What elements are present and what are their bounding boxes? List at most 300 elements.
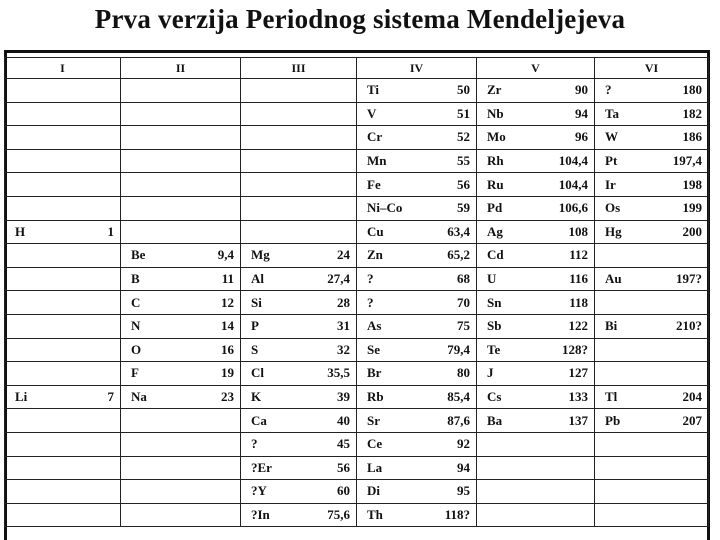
table-cell [241, 173, 357, 197]
atomic-weight: 65,2 [447, 247, 470, 263]
table-cell [477, 220, 595, 244]
element-entry [477, 365, 594, 381]
element-entry [357, 413, 476, 429]
table-cell [241, 314, 357, 338]
element-symbol: J [487, 365, 494, 381]
element-symbol: C [131, 294, 141, 310]
table-cell [121, 196, 241, 220]
table-cell [5, 244, 121, 268]
element-symbol: Ca [251, 412, 267, 428]
table-row [5, 220, 709, 244]
element-symbol: W [605, 129, 618, 145]
element-symbol: O [131, 341, 142, 357]
table-cell [121, 338, 241, 362]
element-entry [241, 389, 356, 405]
atomic-weight: 68 [457, 271, 470, 287]
table-cell [477, 244, 595, 268]
table-cell [595, 196, 709, 220]
element-symbol: Na [131, 389, 147, 405]
table-row [5, 149, 709, 173]
table-row [5, 480, 709, 504]
element-symbol: Os [605, 200, 621, 216]
table-cell [5, 173, 121, 197]
table-cell [357, 480, 477, 504]
table-row [5, 362, 709, 386]
table-cell [241, 102, 357, 126]
atomic-weight: 104,4 [558, 153, 588, 169]
element-entry [357, 247, 476, 263]
table-cell [595, 432, 709, 456]
atomic-weight: 108 [568, 223, 588, 239]
atomic-weight: 95 [457, 483, 470, 499]
element-entry [595, 129, 708, 145]
table-cell [5, 291, 121, 315]
atomic-weight: 27,4 [327, 271, 350, 287]
atomic-weight: 200 [682, 223, 702, 239]
table-cell [121, 362, 241, 386]
element-entry [241, 436, 356, 452]
table-cell [5, 385, 121, 409]
element-entry [357, 436, 476, 452]
table-cell [5, 220, 121, 244]
table-cell [241, 456, 357, 480]
table-cell [121, 456, 241, 480]
table-cell [595, 79, 709, 103]
element-entry [595, 106, 708, 122]
atomic-weight: 122 [568, 318, 588, 334]
table-cell [477, 173, 595, 197]
element-symbol: ? [367, 271, 374, 287]
element-symbol: ?Y [251, 483, 267, 499]
element-entry [595, 200, 708, 216]
element-entry [477, 200, 594, 216]
table-cell [121, 149, 241, 173]
table-cell [5, 362, 121, 386]
element-symbol: Ir [605, 176, 616, 192]
element-symbol: Ti [367, 82, 380, 98]
atomic-weight: 51 [457, 105, 470, 121]
element-entry [357, 483, 476, 499]
atomic-weight: 31 [337, 318, 350, 334]
table-cell [477, 456, 595, 480]
atomic-weight: 127 [568, 365, 588, 381]
element-symbol: Ba [487, 412, 503, 428]
element-entry [241, 507, 356, 523]
element-symbol: ?In [251, 506, 270, 522]
element-entry [241, 413, 356, 429]
element-entry [595, 271, 708, 287]
table-row [5, 503, 709, 527]
element-symbol: Cu [367, 223, 384, 239]
table-row [5, 291, 709, 315]
element-entry [241, 247, 356, 263]
element-entry [121, 365, 240, 381]
element-entry [357, 153, 476, 169]
table-cell [477, 196, 595, 220]
element-symbol: Rb [367, 389, 384, 405]
atomic-weight: 45 [337, 436, 350, 452]
table-cell [477, 79, 595, 103]
element-symbol: Fe [367, 176, 381, 192]
atomic-weight: 207 [682, 412, 702, 428]
table-row [5, 385, 709, 409]
atomic-weight: 128? [562, 341, 588, 357]
element-symbol: Zr [487, 82, 502, 98]
table-cell [477, 385, 595, 409]
table-cell [357, 338, 477, 362]
element-entry [477, 247, 594, 263]
column-header: V [477, 58, 595, 79]
table-cell [5, 149, 121, 173]
table-cell [121, 291, 241, 315]
element-symbol: Zn [367, 247, 383, 263]
element-entry [595, 413, 708, 429]
element-entry [357, 295, 476, 311]
element-entry [357, 129, 476, 145]
element-symbol: As [367, 318, 382, 334]
element-symbol: ? [605, 82, 612, 98]
element-symbol: N [131, 318, 141, 334]
element-entry [595, 318, 708, 334]
element-symbol: Al [251, 271, 264, 287]
atomic-weight: 16 [221, 341, 234, 357]
table-cell [121, 432, 241, 456]
element-symbol: Cl [251, 365, 264, 381]
table-cell [357, 126, 477, 150]
atomic-weight: 12 [221, 294, 234, 310]
atomic-weight: 106,6 [558, 200, 588, 216]
periodic-table [4, 57, 709, 527]
element-symbol: Cs [487, 389, 502, 405]
element-entry [477, 153, 594, 169]
table-cell [357, 432, 477, 456]
table-cell [5, 480, 121, 504]
table-row [5, 196, 709, 220]
table-row [5, 338, 709, 362]
element-entry [121, 295, 240, 311]
table-cell [357, 79, 477, 103]
table-cell [241, 149, 357, 173]
element-entry [477, 295, 594, 311]
atomic-weight: 50 [457, 82, 470, 98]
table-cell [241, 220, 357, 244]
element-entry [357, 224, 476, 240]
element-entry [595, 153, 708, 169]
table-cell [357, 314, 477, 338]
element-symbol: ? [367, 294, 374, 310]
table-row [5, 432, 709, 456]
element-symbol: Th [367, 506, 383, 522]
atomic-weight: 7 [107, 389, 114, 405]
table-cell [241, 362, 357, 386]
table-cell [477, 480, 595, 504]
atomic-weight: 96 [575, 129, 588, 145]
atomic-weight: 118 [569, 294, 588, 310]
table-cell [241, 338, 357, 362]
atomic-weight: 87,6 [447, 412, 470, 428]
atomic-weight: 56 [457, 176, 470, 192]
table-cell [5, 314, 121, 338]
table-cell [5, 196, 121, 220]
table-cell [241, 432, 357, 456]
element-entry [121, 342, 240, 358]
atomic-weight: 32 [337, 341, 350, 357]
atomic-weight: 116 [569, 271, 588, 287]
atomic-weight: 11 [221, 271, 234, 287]
table-cell [595, 314, 709, 338]
table-cell [595, 244, 709, 268]
table-cell [357, 291, 477, 315]
element-symbol: ?Er [251, 459, 272, 475]
atomic-weight: 94 [575, 105, 588, 121]
table-cell [5, 432, 121, 456]
table-cell [477, 102, 595, 126]
table-cell [357, 220, 477, 244]
atomic-weight: 35,5 [327, 365, 350, 381]
element-entry [595, 224, 708, 240]
element-symbol: Cr [367, 129, 383, 145]
element-symbol: Pd [487, 200, 503, 216]
table-cell [121, 385, 241, 409]
atomic-weight: 112 [569, 247, 588, 263]
element-symbol: K [251, 389, 262, 405]
element-entry [241, 483, 356, 499]
table-row [5, 267, 709, 291]
table-cell [357, 362, 477, 386]
element-entry [477, 224, 594, 240]
table-cell [121, 126, 241, 150]
element-entry [241, 342, 356, 358]
element-symbol: Ru [487, 176, 504, 192]
element-symbol: F [131, 365, 139, 381]
page-title: Prva verzija Periodnog sistema Mendeljejeva [94, 4, 626, 34]
element-entry [5, 224, 120, 240]
atomic-weight: 39 [337, 389, 350, 405]
element-symbol: S [251, 341, 259, 357]
atomic-weight: 92 [457, 436, 470, 452]
element-entry [357, 507, 476, 523]
table-cell [357, 385, 477, 409]
element-entry [5, 389, 120, 405]
atomic-weight: 210? [676, 318, 702, 334]
table-cell [5, 409, 121, 433]
element-symbol: Be [131, 247, 146, 263]
table-cell [357, 244, 477, 268]
element-symbol: Ni–Co [367, 200, 403, 216]
table-cell [595, 102, 709, 126]
column-header: III [241, 58, 357, 79]
element-entry [357, 342, 476, 358]
element-symbol: Li [15, 389, 28, 405]
table-cell [595, 220, 709, 244]
table-cell [241, 480, 357, 504]
element-symbol: Pt [605, 153, 618, 169]
table-cell [477, 503, 595, 527]
atomic-weight: 52 [457, 129, 470, 145]
table-cell [5, 503, 121, 527]
table-cell [595, 480, 709, 504]
table-cell [241, 79, 357, 103]
table-cell [357, 503, 477, 527]
element-entry [477, 389, 594, 405]
element-entry [477, 82, 594, 98]
table-cell [477, 267, 595, 291]
atomic-weight: 180 [682, 82, 702, 98]
table-cell [357, 409, 477, 433]
atomic-weight: 197? [676, 271, 702, 287]
table-cell [357, 456, 477, 480]
element-entry [121, 318, 240, 334]
element-symbol: Ta [605, 105, 619, 121]
atomic-weight: 104,4 [558, 176, 588, 192]
table-cell [5, 102, 121, 126]
element-symbol: Au [605, 271, 622, 287]
table-cell [477, 314, 595, 338]
table-cell [5, 456, 121, 480]
element-entry [241, 460, 356, 476]
table-row [5, 102, 709, 126]
table-cell [241, 196, 357, 220]
table-row [5, 126, 709, 150]
table-row [5, 244, 709, 268]
element-entry [357, 365, 476, 381]
element-symbol: Pb [605, 412, 621, 428]
element-entry [357, 389, 476, 405]
atomic-weight: 137 [568, 412, 588, 428]
atomic-weight: 75,6 [327, 506, 350, 522]
atomic-weight: 80 [457, 365, 470, 381]
atomic-weight: 133 [568, 389, 588, 405]
table-cell [477, 291, 595, 315]
atomic-weight: 63,4 [447, 223, 470, 239]
element-entry [357, 106, 476, 122]
atomic-weight: 40 [337, 412, 350, 428]
element-entry [357, 271, 476, 287]
atomic-weight: 204 [682, 389, 702, 405]
element-symbol: Nb [487, 105, 504, 121]
atomic-weight: 75 [457, 318, 470, 334]
table-cell [477, 409, 595, 433]
element-symbol: Se [367, 341, 380, 357]
element-symbol: Mo [487, 129, 506, 145]
element-symbol: Mg [251, 247, 270, 263]
table-cell [595, 338, 709, 362]
table-cell [121, 267, 241, 291]
table-cell [121, 173, 241, 197]
element-entry [241, 365, 356, 381]
atomic-weight: 14 [221, 318, 234, 334]
element-entry [241, 271, 356, 287]
table-cell [477, 149, 595, 173]
table-cell [477, 126, 595, 150]
element-entry [477, 271, 594, 287]
table-cell [241, 503, 357, 527]
element-symbol: Sr [367, 412, 380, 428]
table-cell [357, 267, 477, 291]
element-symbol: H [15, 223, 26, 239]
table-row [5, 79, 709, 103]
atomic-weight: 186 [682, 129, 702, 145]
atomic-weight: 199 [682, 200, 702, 216]
table-cell [121, 409, 241, 433]
element-symbol: Te [487, 341, 501, 357]
element-entry [477, 106, 594, 122]
table-cell [595, 267, 709, 291]
atomic-weight: 182 [682, 105, 702, 121]
element-entry [477, 342, 594, 358]
table-cell [477, 338, 595, 362]
atomic-weight: 118? [444, 506, 470, 522]
atomic-weight: 70 [457, 294, 470, 310]
element-entry [477, 129, 594, 145]
table-cell [121, 480, 241, 504]
table-cell [595, 409, 709, 433]
table-row [5, 173, 709, 197]
table-cell [595, 456, 709, 480]
column-header: I [5, 58, 121, 79]
table-cell [5, 338, 121, 362]
table-cell [121, 102, 241, 126]
table-cell [357, 173, 477, 197]
atomic-weight: 94 [457, 459, 470, 475]
element-symbol: Br [367, 365, 382, 381]
atomic-weight: 197,4 [672, 153, 702, 169]
element-entry [595, 177, 708, 193]
table-cell [5, 267, 121, 291]
table-cell [595, 149, 709, 173]
element-entry [357, 318, 476, 334]
atomic-weight: 60 [337, 483, 350, 499]
table-cell [357, 196, 477, 220]
element-entry [477, 177, 594, 193]
table-cell [241, 409, 357, 433]
element-entry [477, 413, 594, 429]
element-entry [357, 177, 476, 193]
table-row [5, 314, 709, 338]
atomic-weight: 23 [221, 389, 234, 405]
element-entry [357, 82, 476, 98]
table-cell [241, 291, 357, 315]
element-entry [241, 295, 356, 311]
table-cell [595, 173, 709, 197]
element-symbol: Bi [605, 318, 618, 334]
atomic-weight: 19 [221, 365, 234, 381]
element-entry [357, 460, 476, 476]
element-symbol: Tl [605, 389, 618, 405]
element-symbol: ? [251, 436, 258, 452]
element-symbol: Di [367, 483, 380, 499]
table-cell [121, 79, 241, 103]
table-cell [121, 503, 241, 527]
element-symbol: B [131, 271, 140, 287]
table-cell [121, 314, 241, 338]
table-cell [595, 503, 709, 527]
element-symbol: Cd [487, 247, 504, 263]
table-cell [595, 362, 709, 386]
element-symbol: Sb [487, 318, 502, 334]
element-symbol: P [251, 318, 259, 334]
table-cell [477, 362, 595, 386]
element-entry [121, 389, 240, 405]
table-row [5, 456, 709, 480]
table-cell [595, 385, 709, 409]
element-symbol: V [367, 105, 377, 121]
atomic-weight: 24 [337, 247, 350, 263]
atomic-weight: 55 [457, 153, 470, 169]
column-header: IV [357, 58, 477, 79]
atomic-weight: 9,4 [217, 247, 234, 263]
element-symbol: Mn [367, 153, 387, 169]
